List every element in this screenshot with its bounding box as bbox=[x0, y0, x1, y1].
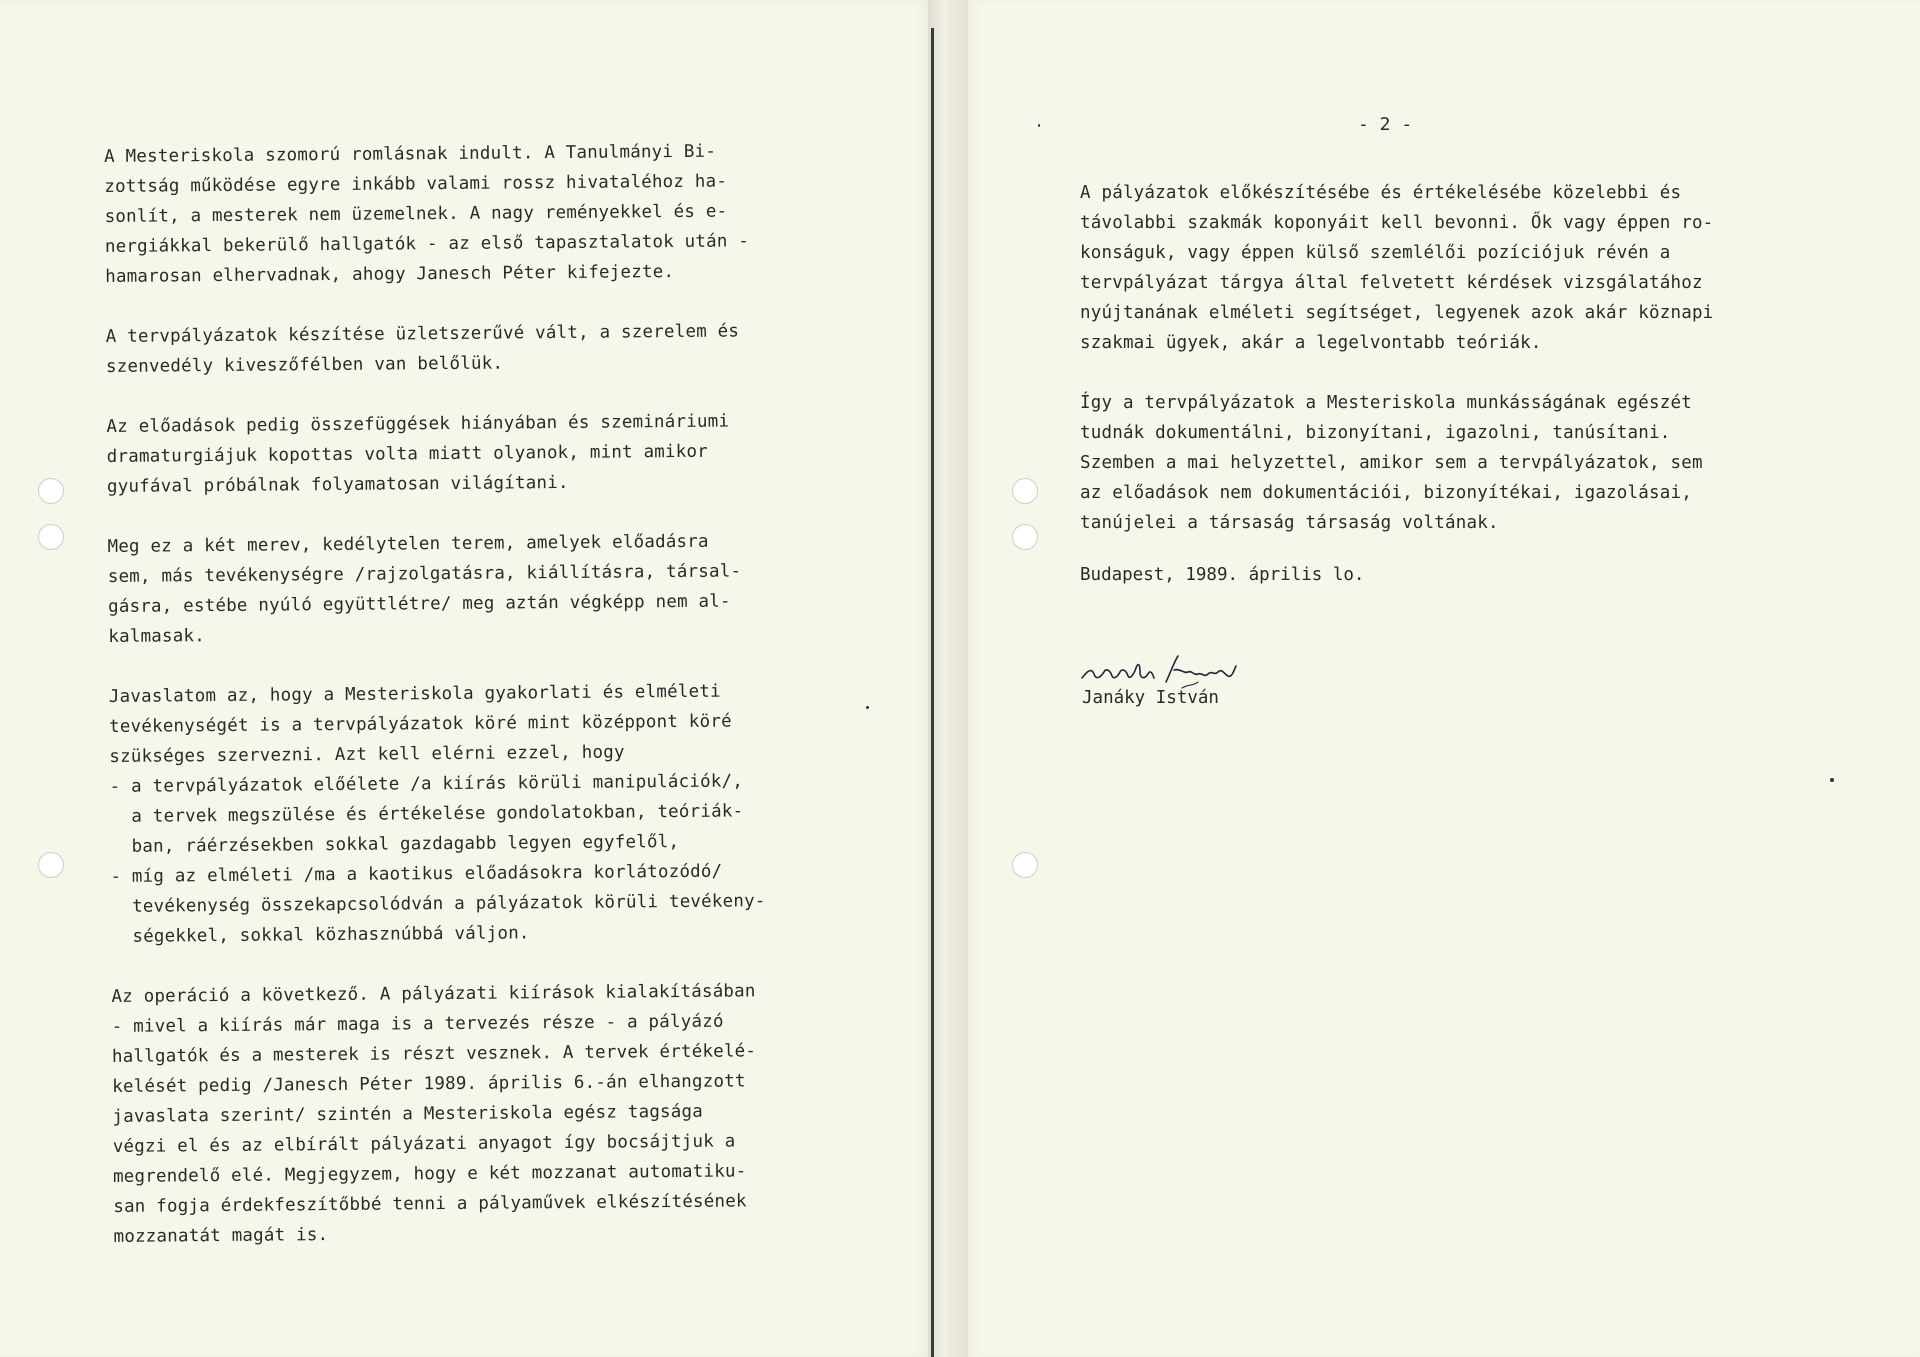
page-left bbox=[0, 0, 928, 1357]
paragraph bbox=[109, 676, 766, 952]
text-line: tevékenység összekapcsolódván a pályázatok körüli tevékeny- bbox=[110, 891, 766, 917]
text-line: Meg ez a két merev, kedélytelen terem, amelyek előadásra bbox=[107, 531, 709, 557]
text-line: szenvedély kiveszőfélben van belőlük. bbox=[105, 353, 504, 377]
punch-hole bbox=[38, 524, 64, 550]
text-line: kalmasak. bbox=[108, 626, 206, 647]
text-line: dramaturgiájuk kopottas volta miatt olyanok, mint amikor bbox=[106, 441, 709, 467]
text-line: szakmai ügyek, akár a legelvontabb teóriák. bbox=[1080, 333, 1542, 353]
text-line: tudnák dokumentálni, bizonyítani, igazolni, tanúsítani. bbox=[1080, 423, 1671, 443]
ink-speck bbox=[1830, 778, 1834, 782]
text-line: - a tervpályázatok előélete /a kiírás körüli manipulációk/, bbox=[109, 771, 744, 797]
text-line: Az operáció a következő. A pályázati kiírások kialakításában bbox=[111, 981, 756, 1007]
page-number: - 2 - bbox=[1358, 114, 1413, 135]
text-line: A pályázatok előkészítésébe és értékelésébe közelebbi és bbox=[1080, 183, 1682, 203]
text-line: san fogja érdekfeszítőbbé tenni a pályaművek elkészítésének bbox=[113, 1191, 747, 1217]
paragraph bbox=[111, 976, 768, 1252]
text-line: ban, ráérzésekben sokkal gazdagabb legyen egyfelől, bbox=[110, 832, 680, 857]
ink-speck bbox=[1038, 124, 1040, 127]
binding-fold-line bbox=[931, 28, 934, 1357]
paragraph bbox=[1080, 178, 1713, 358]
right-page-body bbox=[1080, 178, 1713, 568]
ink-speck bbox=[866, 706, 869, 709]
text-line: az előadások nem dokumentációi, bizonyítékai, igazolásai, bbox=[1080, 483, 1692, 503]
text-line: nyújtanának elméleti segítséget, legyenek azok akár köznapi bbox=[1080, 303, 1714, 323]
text-line: megrendelő elé. Megjegyzem, hogy e két mozzanat automatiku- bbox=[112, 1161, 747, 1187]
punch-hole bbox=[38, 478, 64, 504]
text-line: végzi el és az elbírált pályázati anyagot így bocsájtjuk a bbox=[112, 1131, 736, 1157]
paragraph bbox=[107, 526, 763, 652]
text-line: tanújelei a társaság társaság voltának. bbox=[1080, 513, 1499, 533]
text-line: hamarosan elhervadnak, ahogy Janesch Péter kifejezte. bbox=[105, 262, 675, 287]
punch-hole bbox=[1012, 852, 1038, 878]
left-page-body bbox=[104, 136, 769, 1282]
paragraph bbox=[1080, 388, 1713, 538]
text-line: gyufával próbálnak folyamatosan világítani. bbox=[106, 472, 569, 497]
text-line: Szemben a mai helyzettel, amikor sem a tervpályázatok, sem bbox=[1080, 453, 1703, 473]
text-line: sonlít, a mesterek nem üzemelnek. A nagy reményekkel és e- bbox=[104, 201, 728, 227]
text-line: zottság működése egyre inkább valami rossz hivataléhoz ha- bbox=[104, 171, 728, 197]
text-line: - mivel a kiírás már maga is a tervezés része - a pályázó bbox=[111, 1011, 724, 1037]
text-line: kelését pedig /Janesch Péter 1989. április 6.-án elhangzott bbox=[112, 1071, 746, 1097]
signer-name: Janáky István bbox=[1082, 688, 1219, 708]
punch-hole bbox=[1012, 478, 1038, 504]
text-line: Javaslatom az, hogy a Mesteriskola gyakorlati és elméleti bbox=[108, 681, 721, 707]
page-gutter bbox=[928, 0, 968, 1357]
punch-hole bbox=[38, 852, 64, 878]
text-line: ségekkel, sokkal közhasznúbbá váljon. bbox=[110, 923, 530, 947]
paragraph bbox=[106, 316, 761, 382]
text-line: gásra, estébe nyúló együttlétre/ meg aztán végképp nem al- bbox=[107, 591, 731, 617]
text-line: nergiákkal bekerülő hallgatók - az első tapasztalatok után - bbox=[104, 231, 750, 257]
paragraph bbox=[104, 136, 760, 292]
text-line: Az előadások pedig összefüggések hiányában és szemináriumi bbox=[106, 411, 730, 437]
text-line: a tervek megszülése és értékelése gondolatokban, teóriák- bbox=[109, 801, 744, 827]
text-line: mozzanatát magát is. bbox=[113, 1225, 329, 1247]
paragraph bbox=[106, 406, 762, 502]
text-line: - míg az elméleti /ma a kaotikus előadásokra korlátozódó/ bbox=[110, 861, 723, 887]
text-line: tervpályázat tárgya által felvetett kérdések vizsgálatához bbox=[1080, 273, 1703, 293]
text-line: A Mesteriskola szomorú romlásnak indult. A Tanulmányi Bi- bbox=[104, 141, 717, 167]
text-line: tevékenységét is a tervpályázatok köré mint középpont köré bbox=[109, 711, 732, 737]
text-line: javaslata szerint/ szintén a Mesteriskola egész tagsága bbox=[112, 1101, 704, 1127]
handwritten-signature bbox=[1078, 648, 1268, 690]
text-line: hallgatók és a mesterek is részt vesznek. A tervek értékelé- bbox=[111, 1041, 757, 1067]
text-line: Így a tervpályázatok a Mesteriskola munkásságának egészét bbox=[1080, 393, 1692, 413]
date-line: Budapest, 1989. április lo. bbox=[1080, 565, 1365, 585]
text-line: szükséges szervezni. Azt kell elérni ezzel, hogy bbox=[109, 742, 625, 767]
text-line: A tervpályázatok készítése üzletszerűvé vált, a szerelem és bbox=[105, 321, 740, 347]
punch-hole bbox=[1012, 524, 1038, 550]
text-line: konságuk, vagy éppen külső szemlélői pozíciójuk révén a bbox=[1080, 243, 1671, 263]
text-line: távolabbi szakmák koponyáit kell bevonni. Ők vagy éppen ro- bbox=[1080, 213, 1714, 233]
text-line: sem, más tevékenységre /rajzolgatásra, kiállításra, társal- bbox=[107, 561, 742, 587]
